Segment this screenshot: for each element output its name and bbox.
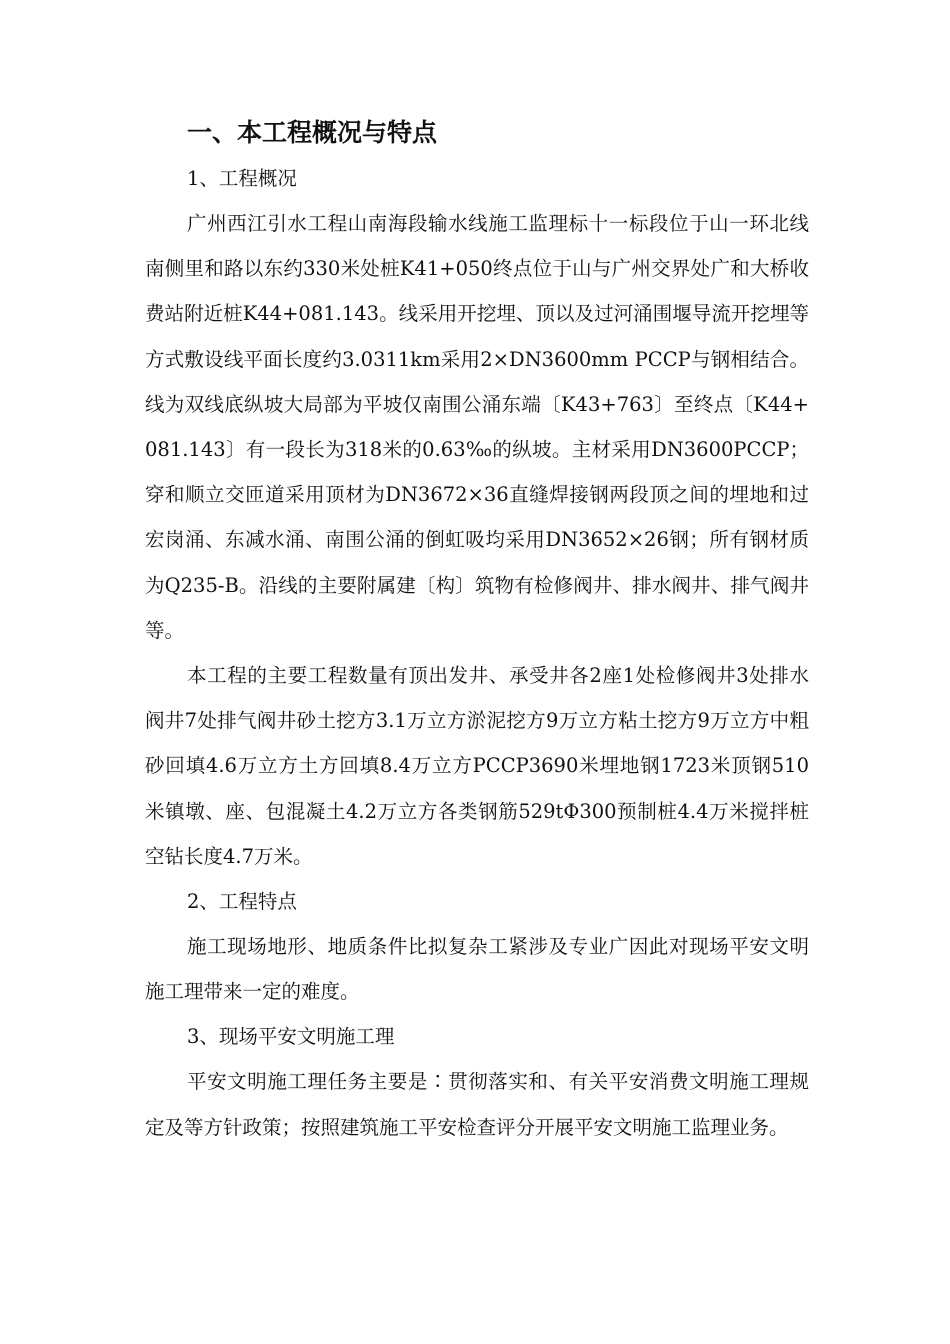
chapter-heading: 一、本工程概况与特点 [187, 118, 438, 147]
section-1-paragraph-1: 广州西江引水工程山南海段输水线施工监理标十一标段位于山一环北线南侧里和路以东约330米处桩K41+050终点位于山与广州交界处广和大桥收费站附近桩K44+081.143。线采用开挖埋、顶以及过河涌围堰导流开挖埋等方式敷设线平面长度约3.0311km采用2×DN3600mm PCCP与钢相结合。线为双线底纵坡大局部为平坡仅南围公涌东端〔K43+763〕至终点〔K44+081.143〕有一段长为318米的0.63‰的纵坡。主材采用DN3600PCCP；穿和顺立交匝道采用顶材为DN3672×36直缝焊接钢两段顶之间的埋地和过宏岗涌、东减水涌、南围公涌的倒虹吸均采用DN3652×26钢；所有钢材质为Q235-B。沿线的主要附属建〔构〕筑物有检修阀井、排水阀井、排气阀井等。 [145, 212, 809, 642]
section-3-paragraph: 平安文明施工理任务主要是∶贯彻落实和、有关平安消费文明施工理规定及等方针政策；按照建筑施工平安检查评分开展平安文明施工监理业务。 [145, 1070, 809, 1139]
document-body [145, 110, 809, 1150]
section-2-paragraph: 施工现场地形、地质条件比拟复杂工紧涉及专业广因此对现场平安文明施工理带来一定的难度。 [145, 935, 809, 1004]
section-1-title: 1、工程概况 [187, 167, 297, 190]
section-3-title: 3、现场平安文明施工理 [187, 1025, 395, 1049]
section-2-title: 2、工程特点 [187, 890, 297, 914]
section-1-paragraph-2: 本工程的主要工程数量有顶出发井、承受井各2座1处检修阀井3处排水阀井7处排气阀井砂土挖方3.1万立方淤泥挖方9万立方粘土挖方9万立方中粗砂回填4.6万立方土方回填8.4万立方PCCP3690米埋地钢1723米顶钢510米镇墩、座、包混凝土4.2万立方各类钢筋529tΦ300预制桩4.4万米搅拌桩空钻长度4.7万米。 [145, 664, 809, 868]
